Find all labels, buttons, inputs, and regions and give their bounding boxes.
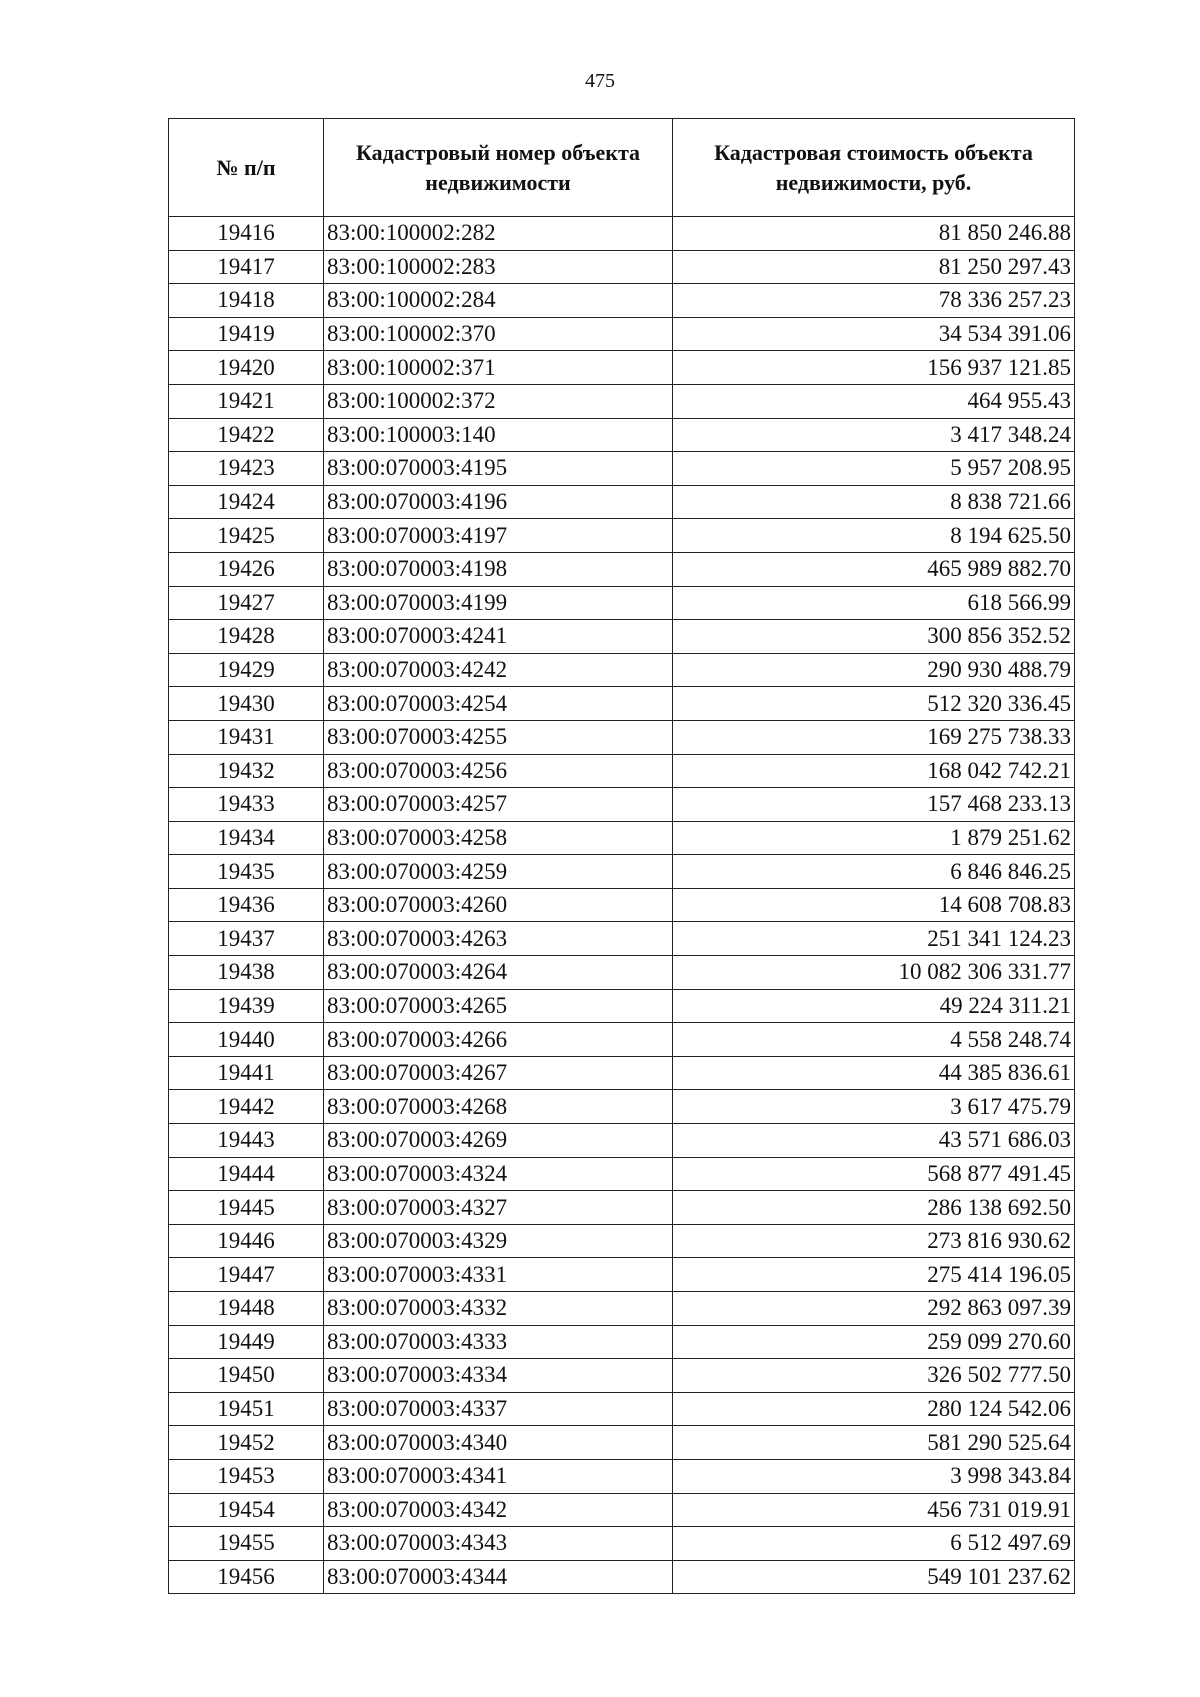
table-row (169, 217, 1075, 251)
row-number-cell: 19430 (169, 687, 324, 721)
table-row (169, 922, 1075, 956)
cadastral-number-cell: 83:00:070003:4258 (324, 821, 673, 855)
table-row (169, 418, 1075, 452)
cadastral-number-cell: 83:00:070003:4341 (324, 1459, 673, 1493)
cadastral-value-cell: 275 414 196.05 (673, 1258, 1075, 1292)
row-number-cell: 19439 (169, 989, 324, 1023)
row-number-cell: 19432 (169, 754, 324, 788)
row-number-cell: 19452 (169, 1426, 324, 1460)
table-header-row (169, 119, 1075, 217)
cadastral-value-cell: 81 250 297.43 (673, 250, 1075, 284)
cadastral-value-cell: 464 955.43 (673, 384, 1075, 418)
row-number-cell: 19425 (169, 519, 324, 553)
cadastral-value-cell: 290 930 488.79 (673, 653, 1075, 687)
cadastral-value-cell: 286 138 692.50 (673, 1191, 1075, 1225)
cadastral-number-cell: 83:00:070003:4263 (324, 922, 673, 956)
table-row (169, 1056, 1075, 1090)
table-row (169, 1124, 1075, 1158)
cadastral-value-cell: 4 558 248.74 (673, 1023, 1075, 1057)
cadastral-value-cell: 512 320 336.45 (673, 687, 1075, 721)
cadastral-number-cell: 83:00:070003:4260 (324, 888, 673, 922)
cadastral-value-cell: 549 101 237.62 (673, 1560, 1075, 1594)
row-number-cell: 19436 (169, 888, 324, 922)
cadastral-value-cell: 8 194 625.50 (673, 519, 1075, 553)
table-row (169, 1560, 1075, 1594)
cadastral-value-cell: 43 571 686.03 (673, 1124, 1075, 1158)
cadastral-number-cell: 83:00:070003:4242 (324, 653, 673, 687)
cadastral-value-cell: 169 275 738.33 (673, 720, 1075, 754)
table-row (169, 317, 1075, 351)
table-row (169, 586, 1075, 620)
cadastral-number-cell: 83:00:070003:4340 (324, 1426, 673, 1460)
row-number-cell: 19453 (169, 1459, 324, 1493)
cadastral-value-cell: 44 385 836.61 (673, 1056, 1075, 1090)
row-number-cell: 19427 (169, 586, 324, 620)
table-row (169, 552, 1075, 586)
cadastral-value-cell: 300 856 352.52 (673, 620, 1075, 654)
table-row (169, 1392, 1075, 1426)
table-row (169, 519, 1075, 553)
table-body (169, 217, 1075, 1594)
cadastral-value-cell: 157 468 233.13 (673, 788, 1075, 822)
cadastral-number-cell: 83:00:070003:4342 (324, 1493, 673, 1527)
table-row (169, 1325, 1075, 1359)
row-number-cell: 19434 (169, 821, 324, 855)
cadastral-value-cell: 259 099 270.60 (673, 1325, 1075, 1359)
cadastral-number-cell: 83:00:070003:4257 (324, 788, 673, 822)
cadastral-value-cell: 81 850 246.88 (673, 217, 1075, 251)
table-row (169, 1459, 1075, 1493)
cadastral-number-cell: 83:00:070003:4324 (324, 1157, 673, 1191)
row-number-cell: 19451 (169, 1392, 324, 1426)
row-number-cell: 19446 (169, 1224, 324, 1258)
cadastral-number-cell: 83:00:070003:4337 (324, 1392, 673, 1426)
row-number-cell: 19442 (169, 1090, 324, 1124)
cadastral-number-cell: 83:00:070003:4334 (324, 1359, 673, 1393)
table-row (169, 384, 1075, 418)
cadastral-number-cell: 83:00:070003:4332 (324, 1292, 673, 1326)
row-number-cell: 19417 (169, 250, 324, 284)
row-number-cell: 19424 (169, 485, 324, 519)
table-row (169, 956, 1075, 990)
cadastral-value-cell: 3 998 343.84 (673, 1459, 1075, 1493)
cadastral-value-cell: 251 341 124.23 (673, 922, 1075, 956)
cadastral-value-cell: 292 863 097.39 (673, 1292, 1075, 1326)
table-row (169, 888, 1075, 922)
cadastral-value-cell: 280 124 542.06 (673, 1392, 1075, 1426)
cadastral-number-cell: 83:00:100002:282 (324, 217, 673, 251)
header-cadastral-number: Кадастровый номер объекта недвижимости (324, 119, 673, 217)
table-row (169, 485, 1075, 519)
row-number-cell: 19440 (169, 1023, 324, 1057)
cadastral-value-cell: 465 989 882.70 (673, 552, 1075, 586)
cadastral-value-cell: 156 937 121.85 (673, 351, 1075, 385)
cadastral-value-cell: 618 566.99 (673, 586, 1075, 620)
cadastral-number-cell: 83:00:070003:4331 (324, 1258, 673, 1292)
row-number-cell: 19422 (169, 418, 324, 452)
row-number-cell: 19429 (169, 653, 324, 687)
cadastral-number-cell: 83:00:070003:4195 (324, 452, 673, 486)
cadastral-number-cell: 83:00:070003:4329 (324, 1224, 673, 1258)
cadastral-value-cell: 581 290 525.64 (673, 1426, 1075, 1460)
table-row (169, 351, 1075, 385)
cadastral-number-cell: 83:00:070003:4267 (324, 1056, 673, 1090)
cadastral-value-cell: 273 816 930.62 (673, 1224, 1075, 1258)
cadastral-value-cell: 168 042 742.21 (673, 754, 1075, 788)
table-row (169, 620, 1075, 654)
row-number-cell: 19437 (169, 922, 324, 956)
cadastral-number-cell: 83:00:070003:4241 (324, 620, 673, 654)
cadastral-number-cell: 83:00:100002:371 (324, 351, 673, 385)
table-row (169, 687, 1075, 721)
cadastral-number-cell: 83:00:070003:4344 (324, 1560, 673, 1594)
cadastral-number-cell: 83:00:070003:4266 (324, 1023, 673, 1057)
cadastral-value-cell: 3 417 348.24 (673, 418, 1075, 452)
page-number: 475 (585, 70, 615, 92)
header-cadastral-value: Кадастровая стоимость объекта недвижимости, руб. (673, 119, 1075, 217)
row-number-cell: 19418 (169, 284, 324, 318)
table-row (169, 989, 1075, 1023)
table-row (169, 1023, 1075, 1057)
table-row (169, 720, 1075, 754)
row-number-cell: 19447 (169, 1258, 324, 1292)
row-number-cell: 19431 (169, 720, 324, 754)
table-row (169, 452, 1075, 486)
cadastral-number-cell: 83:00:070003:4259 (324, 855, 673, 889)
row-number-cell: 19450 (169, 1359, 324, 1393)
cadastral-value-cell: 6 512 497.69 (673, 1527, 1075, 1561)
row-number-cell: 19454 (169, 1493, 324, 1527)
cadastral-value-cell: 78 336 257.23 (673, 284, 1075, 318)
table-row (169, 1258, 1075, 1292)
table-row (169, 821, 1075, 855)
table-row (169, 1292, 1075, 1326)
cadastral-number-cell: 83:00:100002:372 (324, 384, 673, 418)
cadastral-value-cell: 10 082 306 331.77 (673, 956, 1075, 990)
cadastral-number-cell: 83:00:070003:4264 (324, 956, 673, 990)
table-row (169, 855, 1075, 889)
table-row (169, 653, 1075, 687)
header-row-number: № п/п (169, 119, 324, 217)
table-row (169, 250, 1075, 284)
table-row (169, 788, 1075, 822)
table-row (169, 1493, 1075, 1527)
cadastral-number-cell: 83:00:070003:4199 (324, 586, 673, 620)
cadastral-number-cell: 83:00:100002:283 (324, 250, 673, 284)
row-number-cell: 19420 (169, 351, 324, 385)
row-number-cell: 19419 (169, 317, 324, 351)
row-number-cell: 19421 (169, 384, 324, 418)
cadastral-value-table (168, 118, 1075, 1594)
row-number-cell: 19423 (169, 452, 324, 486)
cadastral-value-cell: 6 846 846.25 (673, 855, 1075, 889)
table-row (169, 284, 1075, 318)
cadastral-number-cell: 83:00:100002:370 (324, 317, 673, 351)
cadastral-value-cell: 5 957 208.95 (673, 452, 1075, 486)
row-number-cell: 19443 (169, 1124, 324, 1158)
cadastral-number-cell: 83:00:070003:4327 (324, 1191, 673, 1225)
cadastral-number-cell: 83:00:070003:4333 (324, 1325, 673, 1359)
table-row (169, 1191, 1075, 1225)
cadastral-number-cell: 83:00:070003:4265 (324, 989, 673, 1023)
table-row (169, 1224, 1075, 1258)
row-number-cell: 19448 (169, 1292, 324, 1326)
cadastral-value-cell: 14 608 708.83 (673, 888, 1075, 922)
table-row (169, 1359, 1075, 1393)
cadastral-value-cell: 1 879 251.62 (673, 821, 1075, 855)
cadastral-number-cell: 83:00:070003:4255 (324, 720, 673, 754)
table-row (169, 754, 1075, 788)
row-number-cell: 19435 (169, 855, 324, 889)
cadastral-number-cell: 83:00:100002:284 (324, 284, 673, 318)
row-number-cell: 19428 (169, 620, 324, 654)
cadastral-value-cell: 3 617 475.79 (673, 1090, 1075, 1124)
row-number-cell: 19433 (169, 788, 324, 822)
row-number-cell: 19441 (169, 1056, 324, 1090)
cadastral-number-cell: 83:00:070003:4256 (324, 754, 673, 788)
row-number-cell: 19426 (169, 552, 324, 586)
cadastral-number-cell: 83:00:070003:4197 (324, 519, 673, 553)
cadastral-number-cell: 83:00:070003:4269 (324, 1124, 673, 1158)
table-row (169, 1527, 1075, 1561)
row-number-cell: 19416 (169, 217, 324, 251)
cadastral-number-cell: 83:00:070003:4198 (324, 552, 673, 586)
row-number-cell: 19456 (169, 1560, 324, 1594)
row-number-cell: 19449 (169, 1325, 324, 1359)
cadastral-number-cell: 83:00:070003:4196 (324, 485, 673, 519)
row-number-cell: 19445 (169, 1191, 324, 1225)
cadastral-value-cell: 49 224 311.21 (673, 989, 1075, 1023)
cadastral-number-cell: 83:00:070003:4254 (324, 687, 673, 721)
row-number-cell: 19444 (169, 1157, 324, 1191)
row-number-cell: 19438 (169, 956, 324, 990)
table-row (169, 1090, 1075, 1124)
cadastral-number-cell: 83:00:070003:4268 (324, 1090, 673, 1124)
row-number-cell: 19455 (169, 1527, 324, 1561)
cadastral-value-cell: 8 838 721.66 (673, 485, 1075, 519)
cadastral-value-cell: 456 731 019.91 (673, 1493, 1075, 1527)
cadastral-value-cell: 568 877 491.45 (673, 1157, 1075, 1191)
cadastral-value-cell: 34 534 391.06 (673, 317, 1075, 351)
table-row (169, 1157, 1075, 1191)
table-row (169, 1426, 1075, 1460)
cadastral-value-cell: 326 502 777.50 (673, 1359, 1075, 1393)
cadastral-number-cell: 83:00:070003:4343 (324, 1527, 673, 1561)
cadastral-number-cell: 83:00:100003:140 (324, 418, 673, 452)
